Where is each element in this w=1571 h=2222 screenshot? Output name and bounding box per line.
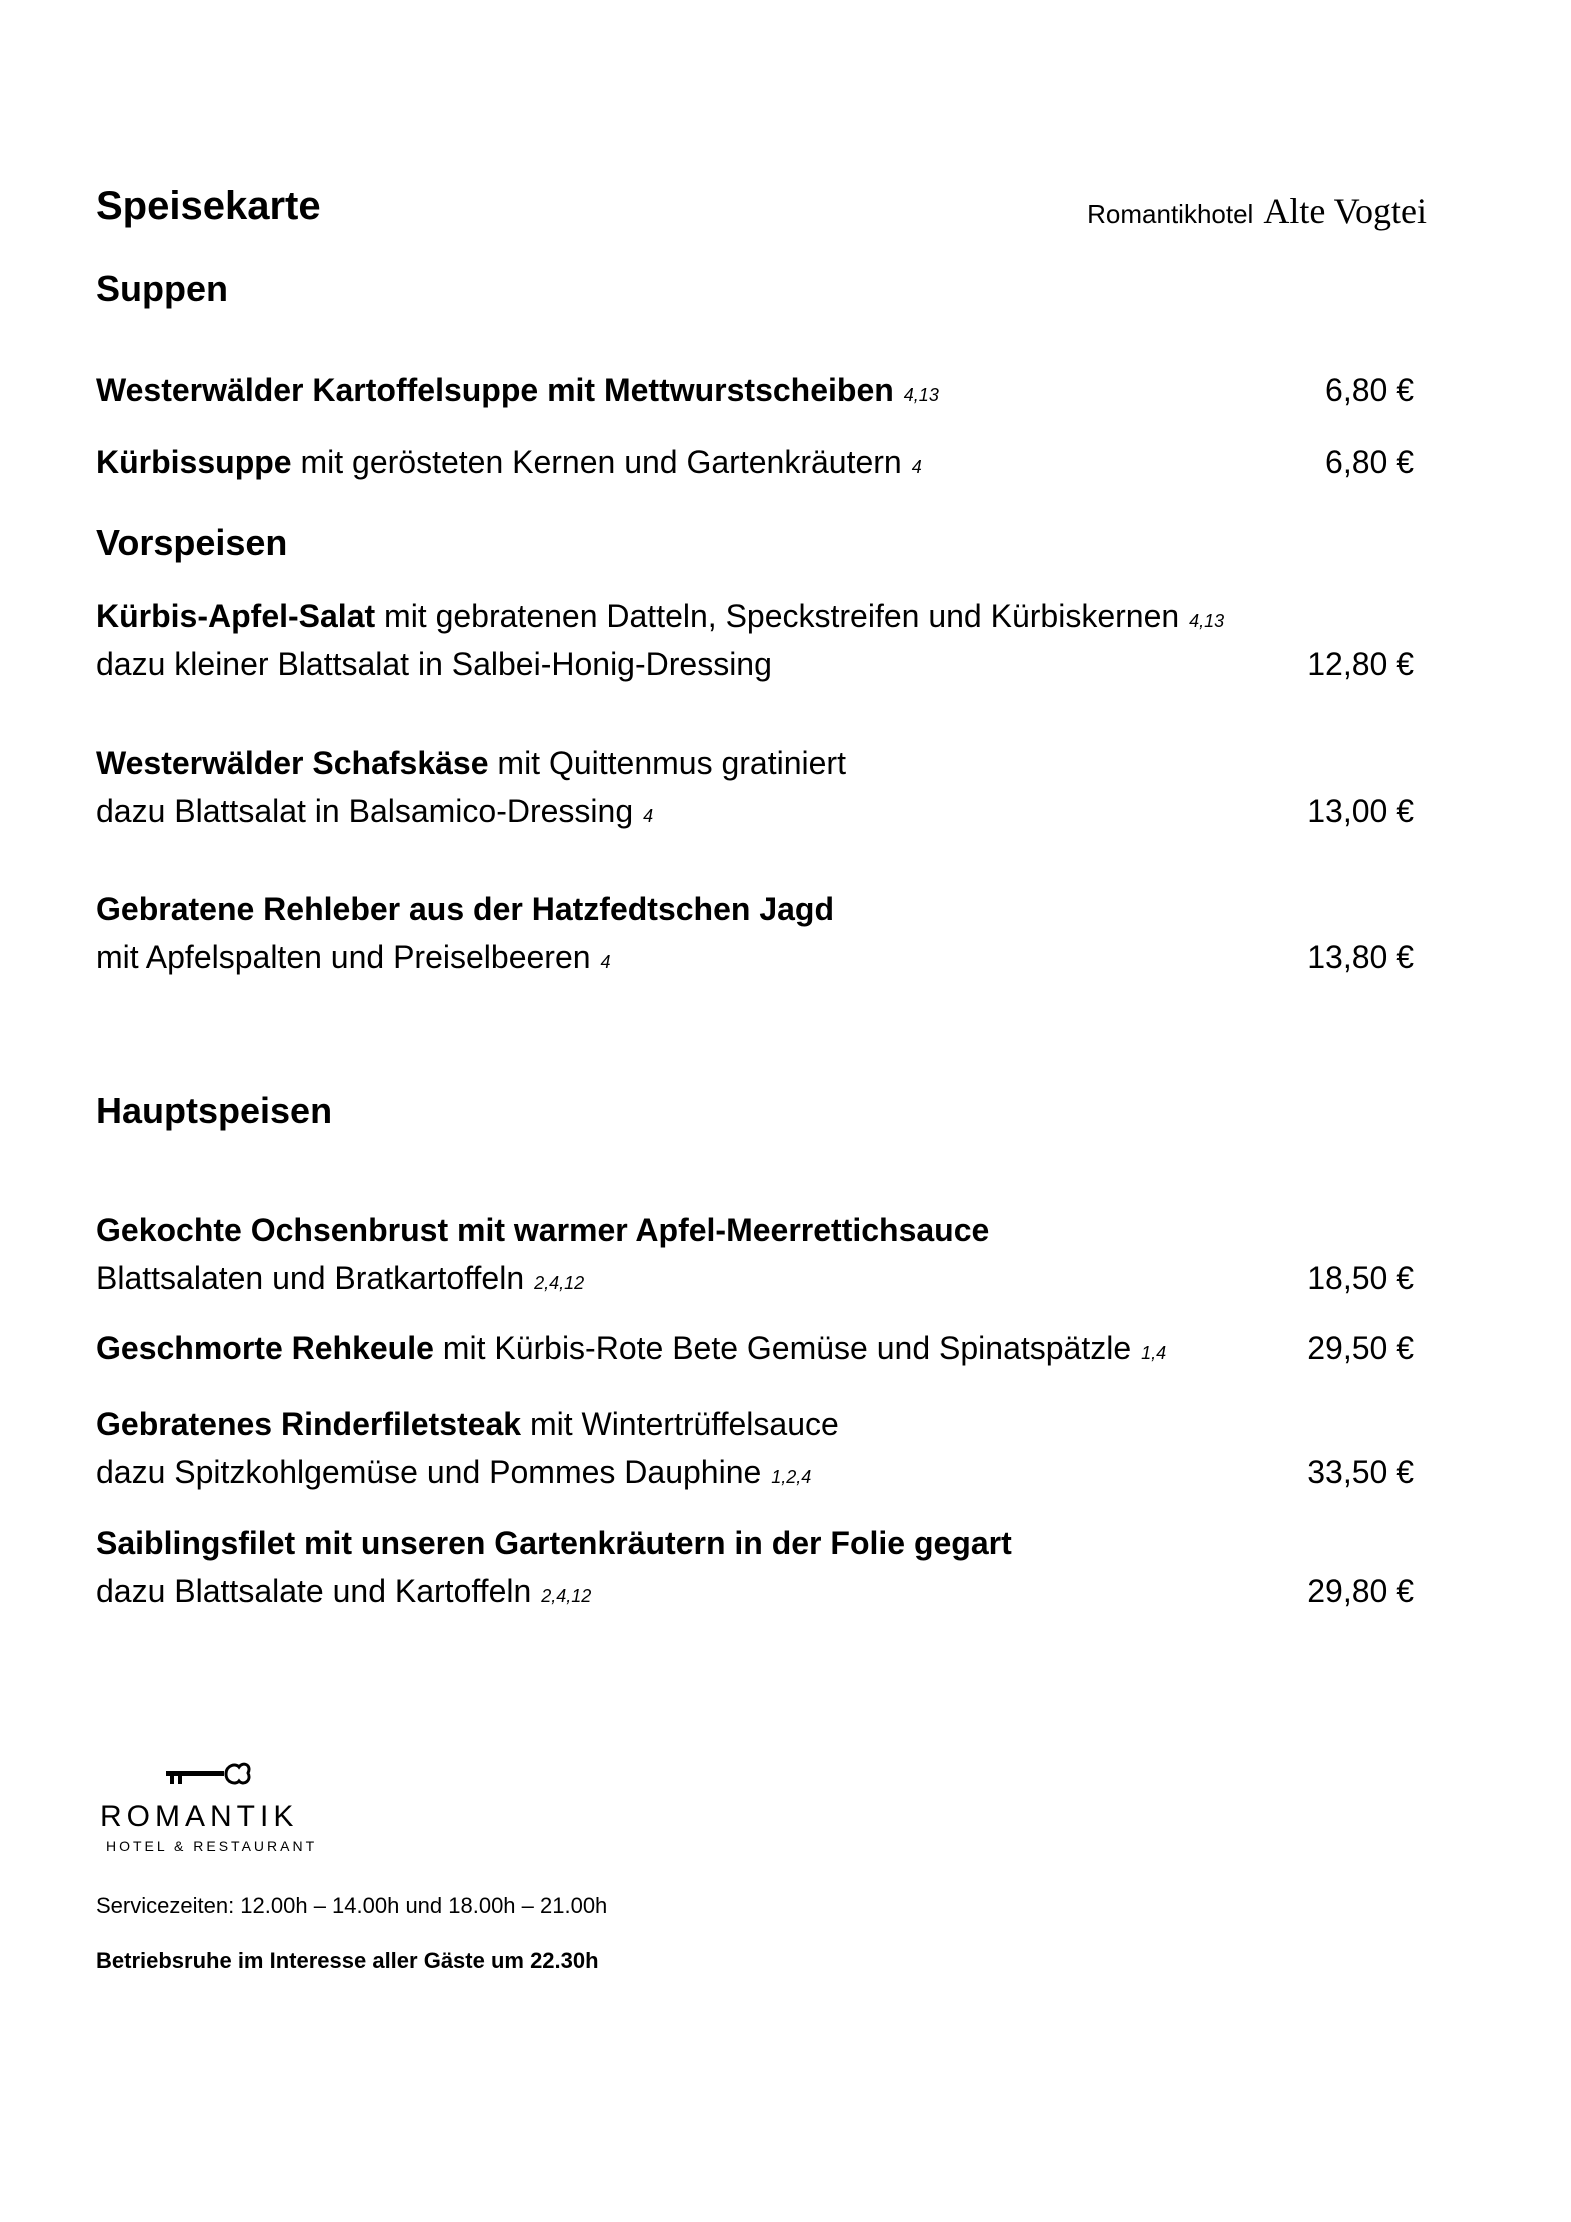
menu-item-line — [96, 598, 1224, 635]
menu-item-line — [96, 793, 653, 830]
page-title: Speisekarte — [96, 184, 321, 228]
dish-description: dazu Blattsalate und Kartoffeln — [96, 1573, 532, 1609]
menu-item-line — [96, 745, 856, 782]
menu-item-line — [96, 444, 922, 481]
menu-item-line — [96, 939, 611, 976]
section-heading-vorspeisen: Vorspeisen — [96, 522, 288, 563]
dish-name: Gebratene Rehleber aus der Hatzfedtschen Jagd — [96, 891, 834, 927]
menu-item-line — [96, 1260, 584, 1297]
dish-price: 29,80 € — [1307, 1573, 1414, 1609]
dish-price: 18,50 € — [1307, 1260, 1414, 1296]
menu-item-line — [96, 1406, 849, 1443]
key-icon — [164, 1756, 254, 1792]
menu-item-line — [96, 1330, 1166, 1367]
dish-price: 13,00 € — [1307, 793, 1414, 829]
menu-item-line — [96, 1454, 811, 1491]
allergen-codes: 4,13 — [1189, 611, 1225, 631]
allergen-codes: 4 — [643, 806, 654, 826]
dish-name: Saiblingsfilet mit unseren Gartenkräutern in der Folie gegart — [96, 1525, 1012, 1561]
dish-description: mit Quittenmus gratiniert — [488, 745, 846, 781]
dish-price: 12,80 € — [1307, 646, 1414, 682]
dish-name: Gebratenes Rinderfiletsteak — [96, 1406, 522, 1442]
dish-price: 29,50 € — [1307, 1330, 1414, 1366]
allergen-codes: 4 — [600, 952, 611, 972]
dish-description: Blattsalaten und Bratkartoffeln — [96, 1260, 525, 1296]
dish-name: Geschmorte Rehkeule — [96, 1330, 434, 1366]
dish-description: mit Kürbis-Rote Bete Gemüse und Spinatspätzle — [433, 1330, 1132, 1366]
service-hours: Servicezeiten: 12.00h – 14.00h und 18.00h – 21.00h — [96, 1893, 608, 1918]
menu-item-line — [96, 646, 782, 683]
dish-name: Gekochte Ochsenbrust mit warmer Apfel-Meerrettichsauce — [96, 1212, 990, 1248]
allergen-codes: 2,4,12 — [541, 1586, 592, 1606]
section-heading-suppen: Suppen — [96, 268, 228, 309]
dish-description: mit gebratenen Datteln, Speckstreifen und Kürbiskernen — [375, 598, 1180, 634]
dish-price: 33,50 € — [1307, 1454, 1414, 1490]
menu-item-line — [96, 1212, 999, 1249]
dish-price: 6,80 € — [1325, 372, 1414, 408]
dish-description: dazu kleiner Blattsalat in Salbei-Honig-Dressing — [96, 646, 772, 682]
allergen-codes: 2,4,12 — [534, 1273, 585, 1293]
allergen-codes: 1,4 — [1141, 1343, 1167, 1363]
hotel-name-prefix: Romantikhotel — [1087, 199, 1254, 229]
dish-description: dazu Spitzkohlgemüse und Pommes Dauphine — [96, 1454, 762, 1490]
dish-name: Westerwälder Kartoffelsuppe mit Mettwurstscheiben — [96, 372, 894, 408]
dish-description: mit Wintertrüffelsauce — [521, 1406, 839, 1442]
dish-price: 13,80 € — [1307, 939, 1414, 975]
dish-name: Kürbissuppe — [96, 444, 292, 480]
dish-name: Kürbis-Apfel-Salat — [96, 598, 376, 634]
hotel-name — [1087, 190, 1427, 232]
allergen-codes: 4 — [911, 457, 922, 477]
menu-item-line — [96, 891, 844, 928]
hotel-name-main: Alte Vogtei — [1263, 191, 1427, 231]
menu-item-line — [96, 1525, 1022, 1562]
menu-item-line — [96, 1573, 591, 1610]
logo-subtitle: HOTEL & RESTAURANT — [106, 1838, 318, 1854]
logo-wordmark: ROMANTIK — [100, 1800, 299, 1833]
allergen-codes: 1,2,4 — [771, 1467, 812, 1487]
romantik-logo — [100, 1756, 320, 1854]
dish-description: dazu Blattsalat in Balsamico-Dressing — [96, 793, 634, 829]
dish-description: mit gerösteten Kernen und Gartenkräutern — [291, 444, 902, 480]
dish-name: Westerwälder Schafskäse — [96, 745, 489, 781]
section-heading-hauptspeisen: Hauptspeisen — [96, 1090, 333, 1131]
quiet-time-notice: Betriebsruhe im Interesse aller Gäste um 22.30h — [96, 1948, 599, 1973]
dish-price: 6,80 € — [1325, 444, 1414, 480]
dish-description: mit Apfelspalten und Preiselbeeren — [96, 939, 591, 975]
allergen-codes: 4,13 — [903, 385, 939, 405]
menu-item-line — [96, 372, 939, 409]
